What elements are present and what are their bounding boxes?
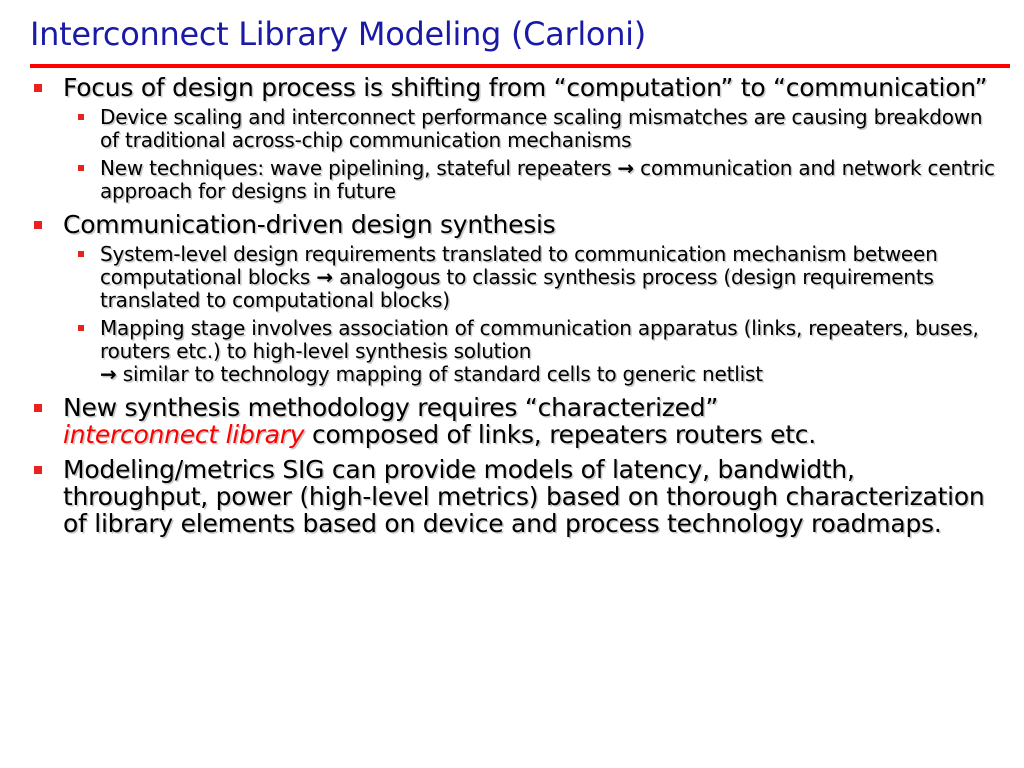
title-underline [30, 64, 1010, 68]
bullet-text: Focus of design process is shifting from “computation” to “communication” [63, 73, 988, 102]
bullet-item-1 [30, 74, 1005, 101]
sub-bullet-item-1-1 [30, 106, 1005, 152]
sub-bullet-text-after: analogous to classic synthesis process (design requirements translated to computational blocks) [100, 265, 934, 312]
bullet-item-2 [30, 211, 1005, 238]
bullet-text: Communication-driven design synthesis [63, 210, 556, 239]
square-bullet-icon [78, 114, 84, 120]
sub-bullet-item-2-2 [30, 317, 1005, 386]
sub-bullet-text-before: Mapping stage involves association of communication apparatus (links, repeaters, buses, routers etc.) to high-level synthesis solution [100, 316, 979, 363]
sub-bullet-text: Device scaling and interconnect performance scaling mismatches are causing breakdown of traditional across-chip communication mechanisms [100, 105, 983, 152]
sub-bullet-text-after: similar to technology mapping of standard cells to generic netlist [122, 362, 763, 386]
square-bullet-icon [34, 221, 42, 229]
sub-bullet-item-2-1 [30, 243, 1005, 312]
slide-title: Interconnect Library Modeling (Carloni) [30, 15, 646, 53]
sub-bullet-item-1-2 [30, 157, 1005, 203]
square-bullet-icon [78, 251, 84, 257]
right-arrow-icon: → [617, 156, 634, 180]
bullet-text-after: composed of links, repeaters routers etc. [312, 420, 816, 449]
bullet-list [30, 74, 1005, 537]
sub-bullet-text-before: New techniques: wave pipelining, stateful repeaters [100, 156, 612, 180]
square-bullet-icon [34, 404, 42, 412]
sub-bullet-text-after: communication and network centric approach for designs in future [100, 156, 995, 203]
square-bullet-icon [34, 84, 42, 92]
sub-bullet-text-before: System-level design requirements translated to communication mechanism between computational blocks [100, 242, 938, 289]
right-arrow-icon: → [316, 265, 333, 289]
bullet-item-4 [30, 456, 1005, 537]
square-bullet-icon [78, 325, 84, 331]
square-bullet-icon [34, 466, 42, 474]
square-bullet-icon [78, 165, 84, 171]
bullet-item-3 [30, 394, 1005, 448]
right-arrow-icon: → [100, 362, 117, 386]
bullet-text: Modeling/metrics SIG can provide models of latency, bandwidth, throughput, power (high-level metrics) based on thorough characterization of library elements based on device and process technology roadmaps. [63, 455, 985, 538]
bullet-text-before: New synthesis methodology requires “characterized” [63, 393, 719, 422]
emphasis-text: interconnect library [63, 420, 305, 449]
